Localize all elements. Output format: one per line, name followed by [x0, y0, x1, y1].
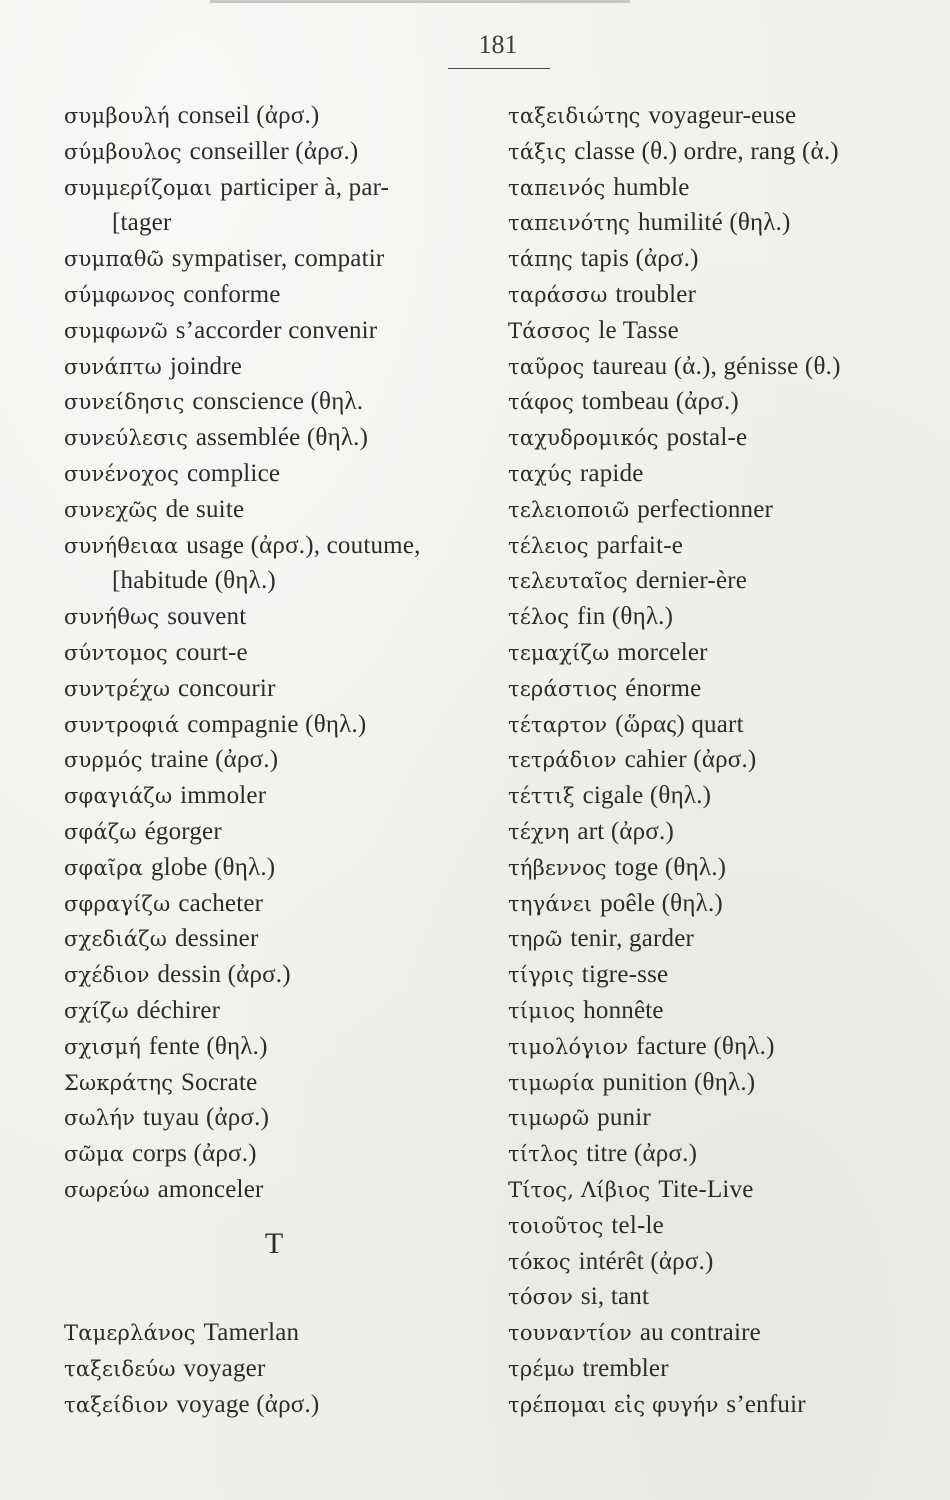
- greek-headword: σχίζω: [64, 998, 129, 1023]
- greek-headword: σύντομος: [64, 640, 168, 665]
- dictionary-entry: [508, 671, 948, 707]
- dictionary-entry: [64, 1136, 504, 1172]
- greek-headword: σῶμα: [64, 1142, 125, 1167]
- greek-headword: συνάπτω: [64, 354, 162, 379]
- french-translation: participer à, par-: [220, 173, 390, 201]
- french-translation: globe (θηλ.): [151, 853, 276, 881]
- dictionary-entry: [508, 1065, 948, 1101]
- french-translation: fin (θηλ.): [577, 603, 674, 631]
- french-translation: punition (θηλ.): [602, 1068, 756, 1096]
- dictionary-entry: [508, 384, 948, 420]
- dictionary-entry: [508, 134, 948, 170]
- dictionary-entry: [508, 850, 948, 886]
- greek-headword: τρέμω: [508, 1356, 575, 1381]
- greek-headword: ταῦρος: [508, 354, 585, 379]
- french-translation: [habitude (θηλ.): [112, 567, 276, 595]
- french-translation: Tamerlan: [203, 1319, 300, 1347]
- greek-headword: τάξις: [508, 139, 567, 164]
- greek-headword: τοιοῦτος: [508, 1213, 604, 1238]
- dictionary-entry: [64, 993, 504, 1029]
- french-translation: tel-le: [611, 1211, 664, 1239]
- french-translation: intérêt (ἀρσ.): [578, 1247, 714, 1275]
- dictionary-entry: [64, 1315, 504, 1351]
- french-translation: concourir: [178, 674, 276, 702]
- greek-headword: τεράστιος: [508, 676, 618, 701]
- french-translation: de suite: [165, 495, 245, 523]
- dictionary-entry: [64, 1351, 504, 1387]
- dictionary-entry: [508, 98, 948, 134]
- french-translation: déchirer: [136, 996, 221, 1024]
- right-column: [508, 98, 948, 1422]
- french-translation: s’enfuir: [726, 1390, 806, 1418]
- greek-headword: τέλος: [508, 605, 570, 630]
- french-translation: conscience (θηλ.: [192, 388, 364, 416]
- greek-headword: τελευταῖος: [508, 569, 628, 594]
- french-translation: classe (θ.) ordre, rang (ἀ.): [574, 137, 839, 165]
- french-translation: toge (θηλ.): [614, 853, 727, 881]
- french-translation: amonceler: [157, 1175, 264, 1203]
- french-translation: immoler: [180, 782, 267, 810]
- french-translation: dessin (ἀρσ.): [157, 961, 291, 989]
- dictionary-entry: [64, 599, 504, 635]
- dictionary-entry: [508, 993, 948, 1029]
- entry-continuation: [64, 205, 504, 241]
- french-translation: tigre-sse: [581, 961, 669, 989]
- greek-headword: σωλήν: [64, 1106, 136, 1131]
- dictionary-entry: [508, 1208, 948, 1244]
- french-translation: perfectionner: [637, 495, 774, 523]
- left-column: [64, 98, 504, 1422]
- dictionary-entry: [508, 1136, 948, 1172]
- french-translation: postal-e: [666, 424, 748, 452]
- dictionary-entry: [508, 1029, 948, 1065]
- french-translation: souvent: [167, 603, 247, 631]
- dictionary-entry: [64, 277, 504, 313]
- dictionary-entry: [508, 1315, 948, 1351]
- greek-headword: συμφωνῶ: [64, 318, 168, 343]
- french-translation: traine (ἀρσ.): [150, 746, 279, 774]
- greek-headword: τόκος: [508, 1249, 571, 1274]
- french-translation: voyageur-euse: [648, 102, 797, 129]
- greek-headword: ταχυδρομικός: [508, 426, 659, 451]
- french-translation: joindre: [169, 352, 243, 380]
- french-translation: humilité (θηλ.): [637, 209, 791, 237]
- dictionary-entry: [64, 814, 504, 850]
- greek-headword: τίτλος: [508, 1142, 579, 1167]
- greek-headword: Τίτος, Λίβιος: [508, 1177, 651, 1202]
- french-translation: égorger: [144, 817, 222, 845]
- greek-headword: τόσον: [508, 1285, 574, 1310]
- greek-headword: συνεύλεσις: [64, 426, 189, 451]
- french-translation: tenir, garder: [570, 925, 695, 953]
- dictionary-entry: [508, 349, 948, 385]
- french-translation: assemblée (θηλ.): [195, 424, 369, 452]
- french-translation: voyager: [183, 1354, 266, 1382]
- greek-headword: συμβουλή: [64, 104, 170, 128]
- french-translation: facture (θηλ.): [636, 1032, 775, 1060]
- dictionary-entry: [64, 886, 504, 922]
- dictionary-entry: [508, 1172, 948, 1208]
- greek-headword: ταπεινός: [508, 175, 606, 200]
- dictionary-entry: [508, 1387, 948, 1423]
- dictionary-entry: [64, 1387, 504, 1423]
- dictionary-entry: [508, 921, 948, 957]
- greek-headword: τελειοποιῶ: [508, 497, 630, 522]
- greek-headword: σφραγίζω: [64, 891, 171, 916]
- dictionary-entry: [508, 707, 948, 743]
- greek-headword: σφαῖρα: [64, 855, 144, 880]
- dictionary-entry: [508, 277, 948, 313]
- dictionary-entry: [64, 707, 504, 743]
- french-translation: rapide: [579, 459, 644, 487]
- dictionary-entry: [64, 1065, 504, 1101]
- dictionary-entry: [64, 778, 504, 814]
- greek-headword: συνένοχος: [64, 461, 180, 486]
- greek-headword: τέταρτον: [508, 712, 608, 737]
- greek-headword: σύμφωνος: [64, 282, 176, 307]
- french-translation: corps (ἀρσ.): [131, 1140, 257, 1168]
- section-letter: T: [264, 1226, 284, 1260]
- french-translation: taureau (ἀ.), génisse (θ.): [592, 352, 841, 380]
- french-translation: Socrate: [181, 1068, 258, 1096]
- french-translation: punir: [597, 1104, 651, 1132]
- greek-headword: Σωκράτης: [64, 1070, 174, 1095]
- dictionary-entry: [64, 134, 504, 170]
- french-translation: dernier-ère: [635, 567, 748, 595]
- greek-headword: σχεδιάζω: [64, 927, 168, 952]
- french-translation: [tager: [112, 209, 172, 237]
- greek-headword: τηρῶ: [508, 927, 563, 952]
- french-translation: conseiller (ἀρσ.): [189, 137, 359, 165]
- dictionary-entry: [508, 814, 948, 850]
- french-translation: cacheter: [178, 889, 264, 917]
- french-translation: sympatiser, compatir: [171, 245, 385, 273]
- greek-headword: τιμωρῶ: [508, 1106, 590, 1131]
- greek-headword: σωρεύω: [64, 1177, 150, 1202]
- french-translation: tombeau (ἀρσ.): [581, 388, 739, 416]
- greek-headword: συμμερίζομαι: [64, 175, 213, 200]
- french-translation: énorme: [625, 674, 702, 702]
- greek-headword: ταχύς: [508, 461, 573, 486]
- dictionary-entry: [64, 170, 504, 206]
- greek-headword: τάφος: [508, 390, 574, 415]
- dictionary-entry: [64, 98, 504, 134]
- dictionary-entry: [508, 1351, 948, 1387]
- french-translation: tapis (ἀρσ.): [580, 245, 699, 273]
- greek-headword: τίμιος: [508, 998, 576, 1023]
- french-translation: troubler: [615, 280, 697, 308]
- french-translation: Tite-Live: [658, 1175, 754, 1203]
- dictionary-entry: [508, 456, 948, 492]
- greek-headword: σύμβουλος: [64, 139, 182, 164]
- greek-headword: συνεχῶς: [64, 497, 158, 522]
- greek-headword: τέττιξ: [508, 784, 575, 809]
- dictionary-entry: [64, 528, 504, 564]
- greek-headword: συνήθειαα: [64, 533, 179, 558]
- french-translation: conforme: [183, 280, 281, 308]
- french-translation: s’accorder convenir: [175, 316, 378, 344]
- dictionary-entry: [508, 1100, 948, 1136]
- greek-headword: σφαγιάζω: [64, 784, 173, 809]
- greek-headword: ταξειδεύω: [64, 1356, 176, 1381]
- french-translation: au contraire: [639, 1319, 761, 1347]
- french-translation: titre (ἀρσ.): [586, 1140, 698, 1168]
- dictionary-entry: [64, 742, 504, 778]
- dictionary-entry: [508, 1244, 948, 1280]
- dictionary-entry: [64, 420, 504, 456]
- greek-headword: σχέδιον: [64, 963, 150, 988]
- greek-headword: συντρέχω: [64, 676, 171, 701]
- french-translation: poêle (θηλ.): [600, 889, 723, 917]
- greek-headword: τίγρις: [508, 963, 574, 988]
- dictionary-entry: [508, 1279, 948, 1315]
- greek-headword: ταράσσω: [508, 282, 608, 307]
- greek-headword: σφάζω: [64, 819, 137, 844]
- dictionary-entry: [64, 671, 504, 707]
- top-edge-rule: [210, 0, 630, 3]
- greek-headword: τήβεννος: [508, 855, 607, 880]
- dictionary-entry: [508, 420, 948, 456]
- french-translation: dessiner: [174, 925, 259, 953]
- french-translation: complice: [186, 459, 281, 487]
- dictionary-entry: [64, 957, 504, 993]
- greek-headword: τιμολόγιον: [508, 1034, 629, 1059]
- dictionary-entry: [508, 957, 948, 993]
- dictionary-entry: [508, 742, 948, 778]
- greek-headword: τρέπομαι εἰς φυγήν: [508, 1392, 719, 1417]
- dictionary-entry: [508, 635, 948, 671]
- dictionary-entry: [508, 886, 948, 922]
- greek-headword: Τάσσος: [508, 318, 591, 343]
- greek-headword: ταξειδιώτης: [508, 104, 641, 128]
- dictionary-entry: [508, 778, 948, 814]
- french-translation: honnête: [583, 996, 664, 1024]
- greek-headword: Ταμερλάνος: [64, 1321, 196, 1346]
- greek-headword: ταπεινότης: [508, 211, 631, 236]
- french-translation: tuyau (ἀρσ.): [142, 1104, 270, 1132]
- dictionary-entry: [64, 492, 504, 528]
- greek-headword: τουναντίον: [508, 1321, 633, 1346]
- french-translation: humble: [613, 173, 690, 201]
- greek-headword: συνήθως: [64, 605, 160, 630]
- french-translation: cahier (ἀρσ.): [624, 746, 757, 774]
- french-translation: le Tasse: [598, 316, 679, 344]
- french-translation: parfait-e: [596, 531, 684, 559]
- dictionary-entry: [508, 563, 948, 599]
- dictionary-entry: [64, 635, 504, 671]
- dictionary-entry: [64, 384, 504, 420]
- dictionary-entry: [508, 528, 948, 564]
- greek-headword: συρμός: [64, 748, 143, 773]
- dictionary-entry: [508, 170, 948, 206]
- dictionary-entry: [508, 599, 948, 635]
- french-translation: art (ἀρσ.): [577, 817, 674, 845]
- french-translation: voyage (ἀρσ.): [176, 1390, 320, 1418]
- page-number: 181: [478, 30, 518, 59]
- dictionary-entry: [64, 313, 504, 349]
- dictionary-entry: [64, 456, 504, 492]
- greek-headword: τάπης: [508, 247, 573, 272]
- greek-headword: συντροφιά: [64, 712, 180, 737]
- greek-headword: τιμωρία: [508, 1070, 595, 1095]
- dictionary-entry: [508, 492, 948, 528]
- french-translation: conseil (ἀρσ.): [177, 102, 320, 129]
- dictionary-entry: [64, 921, 504, 957]
- blank-line: [64, 1279, 504, 1315]
- french-translation: morceler: [617, 638, 708, 666]
- greek-headword: τέχνη: [508, 819, 570, 844]
- greek-headword: τετράδιον: [508, 748, 617, 773]
- dictionary-entry: [64, 1100, 504, 1136]
- french-translation: (ὥρας) quart: [615, 710, 744, 738]
- dictionary-entry: [64, 1029, 504, 1065]
- greek-headword: συμπαθῶ: [64, 247, 164, 272]
- french-translation: si, tant: [580, 1283, 650, 1311]
- greek-headword: τηγάνει: [508, 891, 593, 916]
- dictionary-entry: [508, 313, 948, 349]
- dictionary-entry: [64, 241, 504, 277]
- greek-headword: ταξείδιον: [64, 1392, 169, 1417]
- greek-headword: τεμαχίζω: [508, 640, 610, 665]
- french-translation: fente (θηλ.): [148, 1032, 268, 1060]
- greek-headword: σχισμή: [64, 1034, 142, 1059]
- page-number-underline: [448, 68, 550, 69]
- french-translation: usage (ἀρσ.), coutume,: [186, 531, 421, 559]
- entry-continuation: [64, 563, 504, 599]
- greek-headword: συνείδησις: [64, 390, 185, 415]
- greek-headword: τέλειος: [508, 533, 589, 558]
- dictionary-entry: [508, 241, 948, 277]
- french-translation: trembler: [582, 1354, 669, 1382]
- dictionary-entry: [64, 349, 504, 385]
- dictionary-entry: [508, 205, 948, 241]
- dictionary-entry: [64, 1172, 504, 1208]
- french-translation: cigale (θηλ.): [582, 782, 712, 810]
- dictionary-entry: [64, 850, 504, 886]
- french-translation: compagnie (θηλ.): [187, 710, 367, 738]
- french-translation: court-e: [175, 638, 248, 666]
